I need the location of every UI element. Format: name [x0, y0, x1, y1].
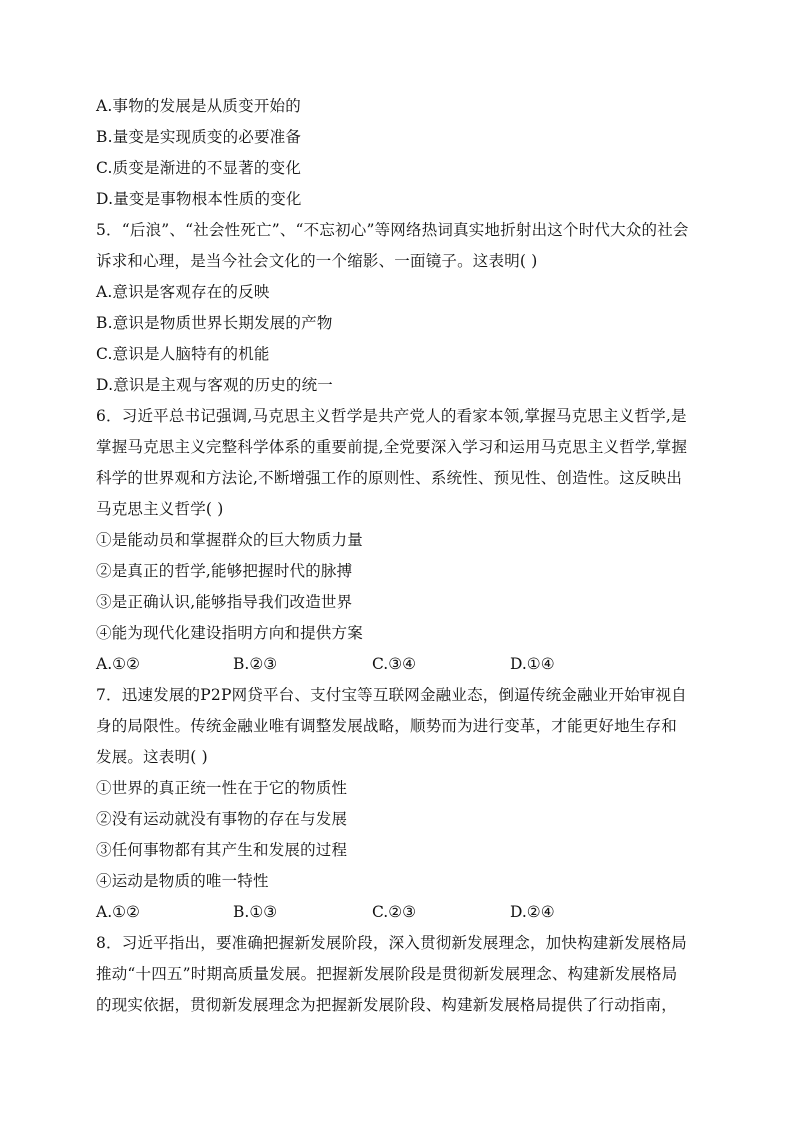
q7-choice-a: A.①② — [96, 903, 140, 921]
q5-option-a: A.意识是客观存在的反映 — [96, 283, 270, 301]
q6-choice-b: B.②③ — [233, 655, 278, 673]
q7-stem-line-2: 身的局限性。传统金融业唯有调整发展战略，顺势而为进行变革，才能更好地生存和 — [96, 717, 677, 735]
exam-page — [96, 91, 701, 1021]
q5-option-d: D.意识是主观与客观的历史的统一 — [96, 376, 334, 394]
q6-statement-1: ①是能动员和掌握群众的巨大物质力量 — [96, 531, 363, 549]
q7-statement-1: ①世界的真正统一性在于它的物质性 — [96, 779, 348, 797]
q8-stem-line-3: 的现实依据，贯彻新发展理念为把握新发展阶段、构建新发展格局提供了行动指南， — [96, 996, 677, 1014]
q6-choices — [96, 649, 701, 680]
q6-statement-2: ②是真正的哲学,能够把握时代的脉搏 — [96, 562, 353, 580]
q6-stem-line-4: 马克思主义哲学( ) — [96, 500, 224, 518]
q7-statement-2: ②没有运动就没有事物的存在与发展 — [96, 810, 348, 828]
q5-stem-line-1: 5．“后浪”、“社会性死亡”、“不忘初心”等网络热词真实地折射出这个时代大众的社会 — [96, 221, 689, 239]
q6-choice-c: C.③④ — [372, 655, 417, 673]
q4-option-d: D.量变是事物根本性质的变化 — [96, 190, 302, 208]
q4-option-b: B.量变是实现质变的必要准备 — [96, 128, 302, 146]
q6-choice-a: A.①② — [96, 655, 140, 673]
q7-statement-3: ③任何事物都有其产生和发展的过程 — [96, 841, 348, 859]
q7-choice-c: C.②③ — [372, 903, 417, 921]
q6-statement-3: ③是正确认识,能够指导我们改造世界 — [96, 593, 353, 611]
q6-choice-d: D.①④ — [510, 655, 555, 673]
q7-choice-b: B.①③ — [233, 903, 278, 921]
q6-stem-line-1: 6．习近平总书记强调,马克思主义哲学是共产党人的看家本领,掌握马克思主义哲学,是 — [96, 407, 687, 425]
q5-option-b: B.意识是物质世界长期发展的产物 — [96, 314, 333, 332]
q4-option-c: C.质变是渐进的不显著的变化 — [96, 159, 302, 177]
q6-stem-line-3: 科学的世界观和方法论,不断增强工作的原则性、系统性、预见性、创造性。这反映出 — [96, 469, 683, 487]
q7-stem-line-1: 7．迅速发展的P2P网贷平台、支付宝等互联网金融业态，倒逼传统金融业开始审视自 — [96, 686, 687, 704]
q5-stem-line-2: 诉求和心理，是当今社会文化的一个缩影、一面镜子。这表明( ) — [96, 252, 538, 270]
q7-statement-4: ④运动是物质的唯一特性 — [96, 872, 269, 890]
q6-statement-4: ④能为现代化建设指明方向和提供方案 — [96, 624, 363, 642]
q5-option-c: C.意识是人脑特有的机能 — [96, 345, 270, 363]
q4-option-a: A.事物的发展是从质变开始的 — [96, 97, 301, 115]
q8-stem-line-2: 推动“十四五”时期高质量发展。把握新发展阶段是贯彻新发展理念、构建新发展格局 — [96, 965, 678, 983]
q8-stem-line-1: 8．习近平指出，要准确把握新发展阶段，深入贯彻新发展理念，加快构建新发展格局 — [96, 934, 687, 952]
q6-stem-line-2: 掌握马克思主义完整科学体系的重要前提,全党要深入学习和运用马克思主义哲学,掌握 — [96, 438, 688, 456]
q7-choices — [96, 897, 701, 928]
q7-choice-d: D.②④ — [510, 903, 555, 921]
q7-stem-line-3: 发展。这表明( ) — [96, 748, 208, 766]
